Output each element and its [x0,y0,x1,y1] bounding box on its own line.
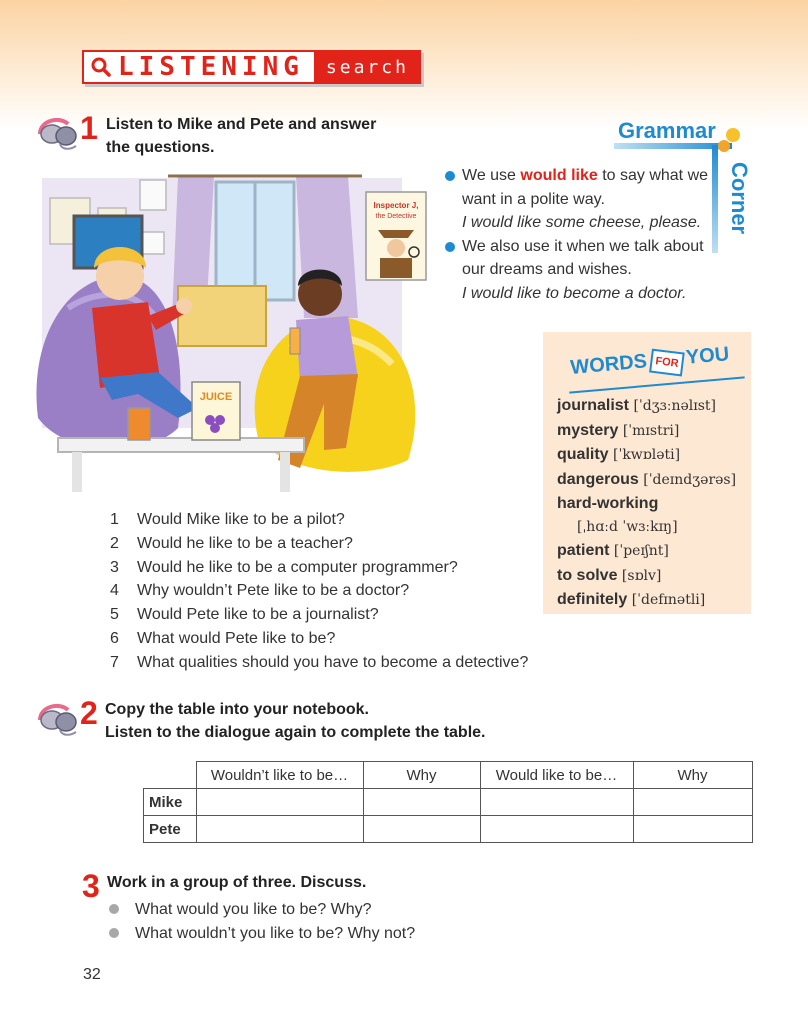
table-corner [144,762,197,789]
table-cell [363,789,480,816]
question-item: 1 Would Mike like to be a pilot? [110,511,345,528]
discussion-item: What wouldn’t you like to be? Why not? [108,922,415,946]
discussion-list [108,898,415,945]
page-number: 32 [83,966,101,983]
highlight-phrase: would like [520,167,598,184]
table-cell [196,816,363,843]
vocab-item: patient [ˈpeɪʃnt] [557,542,669,559]
poster-title-1: Inspector J, [373,201,419,210]
words-for-you-title: WORDS FOR YOU [569,343,731,379]
grammar-example: I would like to become a doctor. [462,284,687,302]
table-cell [633,816,752,843]
bullet-icon [109,904,119,914]
exercise-instruction [106,113,376,159]
table-header-row [144,762,753,789]
bullet-icon [445,171,455,181]
instruction-line: Copy the table into your notebook. [105,701,369,718]
vocab-item: to solve [sɒlv] [557,566,662,584]
instruction-line: Listen to the dialogue again to complete the table. [105,724,486,741]
star-icon [716,126,742,156]
bullet-icon [109,928,119,938]
vocab-item: journalist [ˈdʒɜːnəlɪst] [557,397,717,414]
grammar-corner-label: Corner [727,162,752,235]
question-item: 4 Why wouldn’t Pete like to be a doctor? [110,582,410,600]
table-header: Why [363,762,480,789]
discussion-item: What would you like to be? Why? [108,898,415,922]
table-header: Would like to be… [480,762,633,789]
section-badge [82,50,421,84]
question-item: 6 What would Pete like to be? [110,629,336,647]
question-item: 3 Would he like to be a computer programmer? [110,558,458,576]
magnifier-icon [90,56,112,78]
question-list [110,508,528,675]
vocab-item: mystery [ˈmɪstri] [557,421,680,439]
words-for-you-box [543,332,751,614]
for-tag: FOR [649,349,685,377]
grammar-rule: We use would like to say what we want in a polite way. I would like some cheese, please. [444,164,714,235]
poster-title-2: the Detective [375,213,417,220]
badge-left [82,50,314,84]
table-header: Why [633,762,752,789]
instruction-line: the questions. [106,139,215,156]
table-cell [196,789,363,816]
exercise-number: 2 [80,695,98,731]
vocab-item: hard-working [ˌhɑːd ˈwɜːkɪŋ] [557,495,678,535]
section-title: LISTENING [118,52,304,82]
vocab-item: definitely [ˈdefɪnətli] [557,591,706,608]
vocab-item: quality [ˈkwɒləti] [557,446,681,463]
headphones-icon [34,698,82,738]
answer-table [143,761,753,843]
exercise-number: 3 [82,868,100,904]
section-tag: search [314,50,421,84]
grammar-rules [444,164,714,305]
row-label: Pete [144,816,197,843]
table-cell [480,789,633,816]
grammar-rule: We also use it when we talk about our dreams and wishes. I would like to become a doctor. [444,235,714,306]
headphones-icon [34,112,82,152]
grammar-corner-title: Grammar [618,118,716,143]
table-cell [633,789,752,816]
table-row [144,816,753,843]
table-header: Wouldn’t like to be… [196,762,363,789]
grammar-example: I would like some cheese, please. [462,214,702,231]
table-cell [480,816,633,843]
illustration-boys-talking [28,168,440,496]
question-item: 2 Would he like to be a teacher? [110,534,353,552]
exercise-instruction: Work in a group of three. Discuss. [107,874,367,891]
bullet-icon [445,242,455,252]
question-item: 7 What qualities should you have to become a detective? [110,653,529,671]
vocab-item: dangerous [ˈdeɪndʒərəs] [557,470,737,488]
table-row [144,789,753,816]
table-cell [363,816,480,843]
exercise-instruction [105,698,485,744]
exercise-number: 1 [80,110,98,146]
juice-label: JUICE [199,391,233,403]
instruction-line: Listen to Mike and Pete and answer [106,116,377,133]
row-label: Mike [144,789,197,816]
vocabulary-list [557,394,736,613]
question-item: 5 Would Pete like to be a journalist? [110,606,379,624]
